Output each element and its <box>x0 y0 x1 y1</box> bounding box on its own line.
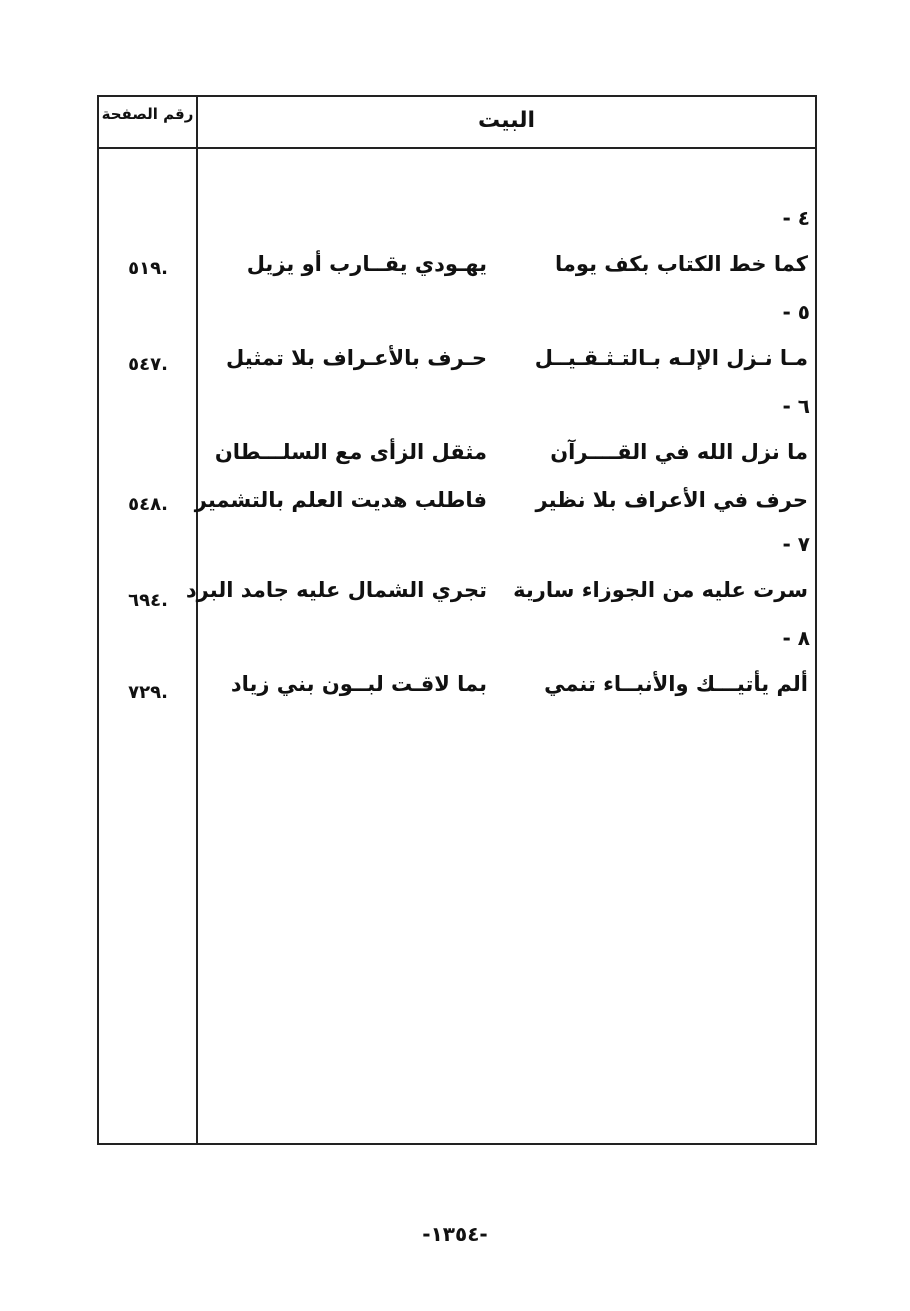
page-reference: .٥٤٨ <box>128 494 168 515</box>
verse-second-hemistich: فاطلب هديت العلم بالتشمير <box>194 488 487 512</box>
verse-column-header: البيت <box>477 108 536 133</box>
verse-second-hemistich: يهـودي يقــارب أو يزيل <box>246 252 487 276</box>
header-divider <box>97 147 817 149</box>
entry-number: ٤ - <box>782 206 810 230</box>
entry-number: ٨ - <box>782 626 810 650</box>
page-reference: .٧٢٩ <box>128 682 168 703</box>
verse-second-hemistich: حـرف بالأعـراف بلا تمثيل <box>226 346 487 370</box>
page-reference: .٥١٩ <box>128 258 168 279</box>
verse-second-hemistich: تجري الشمال عليه جامد البرد <box>185 578 487 602</box>
verse-first-hemistich: ما نزل الله في القــــرآن <box>550 440 808 464</box>
verse-first-hemistich: حرف في الأعراف بلا نظير <box>535 488 808 512</box>
page-number-column-header: رقم الصفحة <box>101 105 194 123</box>
verse-first-hemistich: سرت عليه من الجوزاء سارية <box>513 578 808 602</box>
entry-number: ٦ - <box>782 394 810 418</box>
column-divider <box>196 95 198 1143</box>
verse-second-hemistich: بما لاقـت لبــون بني زياد <box>230 672 487 696</box>
verse-second-hemistich: مثقل الزأى مع السلـــطان <box>214 440 487 464</box>
page-reference: .٥٤٧ <box>128 354 168 375</box>
verse-first-hemistich: مـا نـزل الإلـه بـالتـثـقـيــل <box>534 346 808 370</box>
entry-number: ٧ - <box>782 532 810 556</box>
page-reference: .٦٩٤ <box>128 590 168 611</box>
entry-number: ٥ - <box>782 300 810 324</box>
page-footer-number: -١٣٥٤- <box>422 1222 488 1246</box>
verse-first-hemistich: كما خط الكتاب بكف يوما <box>555 252 808 276</box>
verse-first-hemistich: ألم يأتيـــك والأنبــاء تنمي <box>544 672 808 696</box>
